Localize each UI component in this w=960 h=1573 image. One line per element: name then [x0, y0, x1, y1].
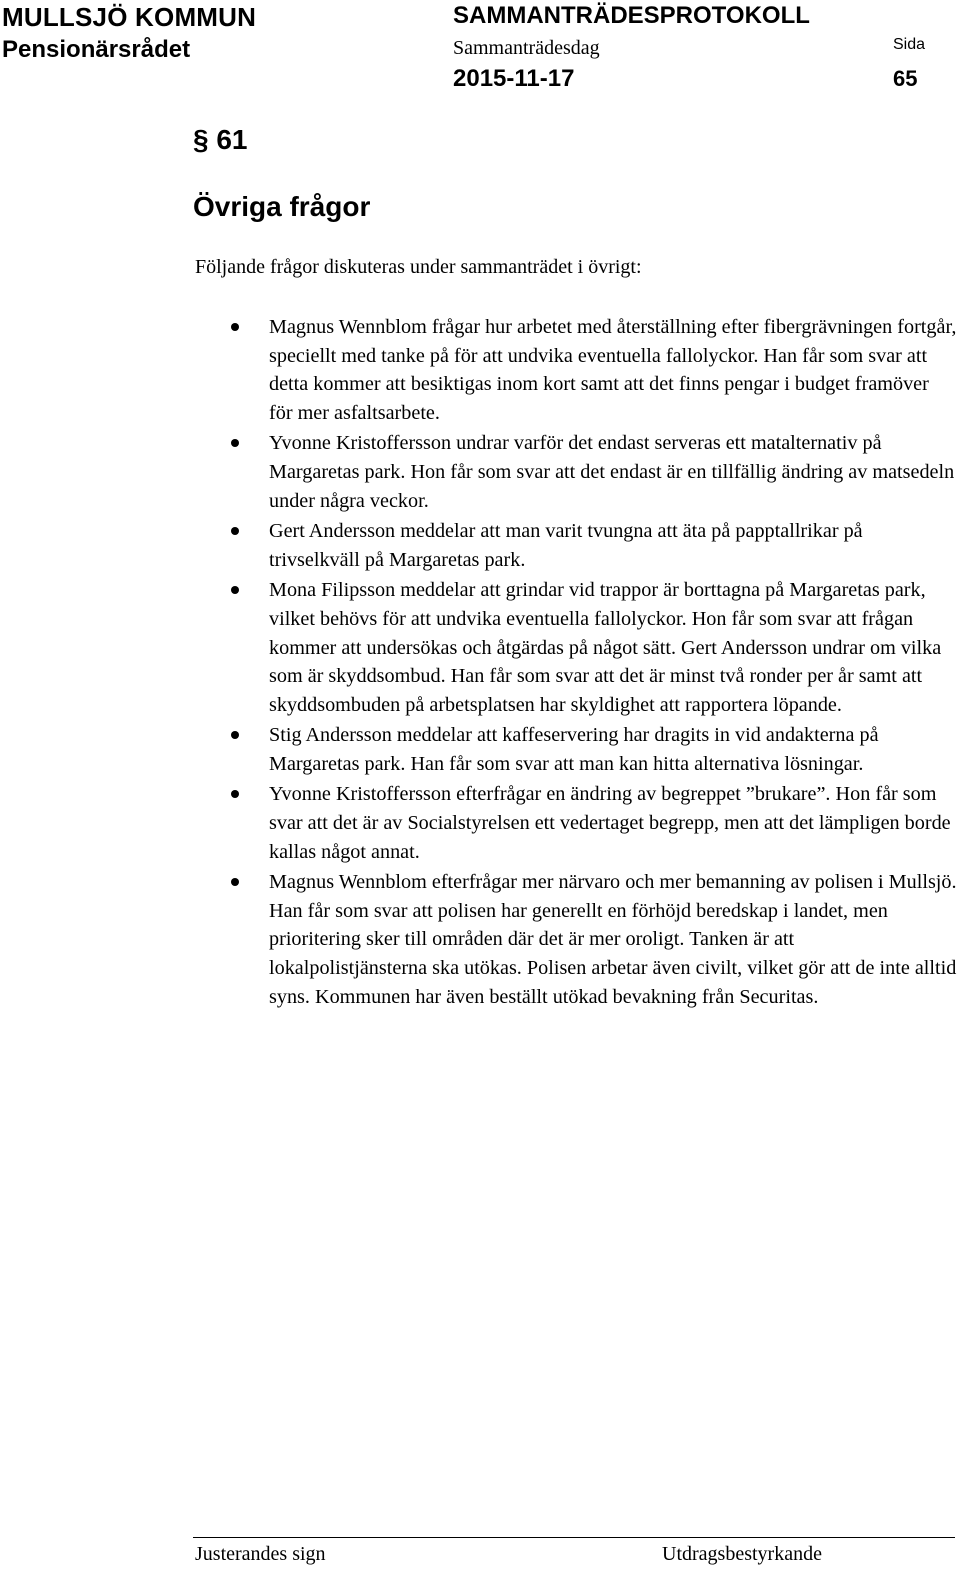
list-item [195, 868, 957, 1012]
list-item-text: Mona Filipsson meddelar att grindar vid trappor är borttagna på Margaretas park, vilket behövs för att undvika eventuella fallolyckor. Hon får som svar att frågan kommer att undersökas och åtgärdas på något sätt. Gert Andersson undrar om vilka som är skyddsombud. Han får som svar att det är minst två ronder per år samt att skyddsombuden på arbetsplatsen har skyldighet att rapportera löpande. [269, 579, 942, 716]
list-item [195, 576, 957, 720]
list-item [195, 721, 957, 778]
meeting-date: 2015-11-17 [453, 65, 575, 92]
department-name: Pensionärsrådet [2, 36, 191, 63]
signature-label: Justerandes sign [195, 1543, 326, 1565]
bullet-icon [231, 790, 239, 798]
list-item [195, 780, 957, 866]
section-number: § 61 [193, 124, 248, 155]
footer-divider [193, 1537, 955, 1538]
bullet-icon [231, 439, 239, 447]
section-title: Övriga frågor [193, 191, 371, 222]
bullet-icon [231, 878, 239, 886]
extract-certification-label: Utdragsbestyrkande [662, 1543, 822, 1565]
page-number: 65 [893, 66, 918, 91]
list-item-text: Magnus Wennblom frågar hur arbetet med återställning efter fibergrävningen fortgår, speciellt med tanke på för att undvika eventuella fallolyckor. Han får som svar att detta kommer att besiktigas inom kort samt att det finns pengar i budget framöver för mer asfaltsarbete. [269, 316, 957, 425]
list-item-text: Magnus Wennblom efterfrågar mer närvaro och mer bemanning av polisen i Mullsjö. Han får som svar att polisen har generellt en förhöjd beredskap i landet, men prioritering sker till områden där det är mer oroligt. Tanken är att lokalpolistjänsterna ska utökas. Polisen arbetar även civilt, vilket gör att de inte alltid syns. Kommunen har även beställt utökad bevakning från Securitas. [269, 870, 957, 1008]
list-item-text: Yvonne Kristoffersson efterfrågar en ändring av begreppet ”brukare”. Hon får som svar att det är av Socialstyrelsen ett vedertaget begrepp, men att det lämpligen borde kallas något annat. [269, 783, 951, 863]
meeting-date-label: Sammanträdesdag [453, 37, 600, 59]
intro-text: Följande frågor diskuteras under sammanträdet i övrigt: [195, 256, 642, 278]
organization-name: MULLSJÖ KOMMUN [2, 2, 257, 32]
bullet-icon [231, 527, 239, 535]
list-item-text: Stig Andersson meddelar att kaffeservering har dragits in vid andakterna på Margaretas park. Han får som svar att man kan hitta alternativa lösningar. [269, 724, 879, 775]
list-item-text: Yvonne Kristoffersson undrar varför det endast serveras ett matalternativ på Margaretas park. Hon får som svar att det endast är en tillfällig ändring av matsedeln under några veckor. [269, 432, 955, 512]
bullet-icon [231, 323, 239, 331]
question-list [195, 313, 957, 1013]
list-item [195, 313, 957, 428]
list-item [195, 517, 957, 574]
list-item-text: Gert Andersson meddelar att man varit tvungna att äta på papptallrikar på trivselkväll på Margaretas park. [269, 520, 863, 571]
bullet-icon [231, 586, 239, 594]
page-label: Sida [893, 36, 926, 53]
list-item [195, 429, 957, 515]
bullet-icon [231, 731, 239, 739]
document-type: SAMMANTRÄDESPROTOKOLL [453, 2, 810, 29]
